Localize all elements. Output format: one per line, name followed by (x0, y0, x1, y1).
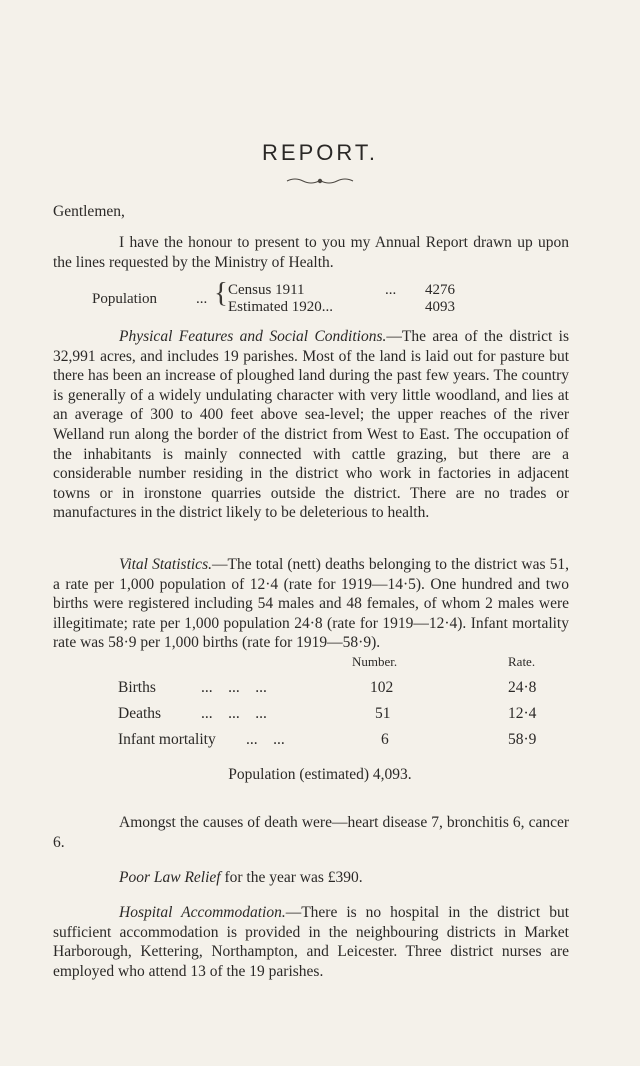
row-label: Births (118, 679, 156, 696)
row-dots: ... ... (246, 731, 285, 748)
table-header-rate: Rate. (508, 654, 536, 669)
salutation: Gentlemen, (53, 203, 125, 220)
page-title: REPORT. (262, 140, 378, 165)
ornament-divider (0, 176, 640, 189)
population-census-value: 4276 (425, 282, 455, 298)
poor-law-text: for the year was £390. (220, 869, 363, 886)
population-census-label: Census 1911 (228, 282, 305, 298)
row-number: 102 (370, 679, 394, 696)
poor-law-heading: Poor Law Relief (119, 869, 221, 886)
row-rate: 24·8 (508, 679, 537, 696)
population-estimated-label: Estimated 1920... (228, 299, 333, 315)
intro-paragraph: I have the honour to present to you my Annual Report drawn up upon the lines requested by the Ministry of Health. (53, 234, 569, 271)
poor-law-paragraph (53, 868, 569, 888)
population-dots: ... (196, 291, 208, 307)
hospital-heading: Hospital Accommodation. (119, 904, 286, 921)
row-number: 6 (381, 731, 389, 748)
population-census-dots: ... (385, 282, 397, 298)
row-rate: 58·9 (508, 731, 537, 748)
row-rate: 12·4 (508, 705, 537, 722)
causes-paragraph: Amongst the causes of death were—heart disease 7, bronchitis 6, cancer 6. (53, 814, 569, 851)
row-number: 51 (375, 705, 391, 722)
population-label: Population (92, 291, 158, 307)
physical-features-paragraph (53, 327, 569, 523)
vital-heading: Vital Statistics. (119, 556, 212, 573)
physical-text: —The area of the district is 32,991 acres, and includes 19 parishes. Most of the land is laid out for pasture but there has been an increase of ploughed land during the past few years. The country is generally of a widely undulating character with very little woodland, and lies at an average of 300 to 400 feet above sea-level; the upper reaches of the river Welland run along the border of the district from West to East. The occupation of the inhabitants is mainly connected with cattle grazing, but there are a considerable number residing in the district who work in factories in adjacent towns or in ironstone quarries outside the district. There are no trades or manufactures in the district likely to be deleterious to health. (53, 328, 569, 522)
row-dots: ... ... ... (201, 705, 267, 722)
row-label: Deaths (118, 705, 162, 722)
row-dots: ... ... ... (201, 679, 267, 696)
brace-icon: { (214, 277, 228, 309)
physical-heading: Physical Features and Social Conditions. (119, 328, 387, 345)
vital-text: —The total (nett) deaths belonging to the district was 51, a rate per 1,000 population of 12·4 (rate for 1919—14·5). One hundred and two births were registered including 54 males and 48 females, of whom 2 males were illegitimate; rate per 1,000 population 24·8 (rate for 1919—12·4). Infant mortality rate was 58·9 per 1,000 births (rate for 1919—58·9). (53, 556, 570, 652)
row-label: Infant mortality (118, 731, 216, 748)
hospital-text: —There is no hospital in the district but sufficient accommodation is provided in the neighbouring districts in Market Harborough, Kettering, Northampton, and Leicester. Three district nurses are employed who attend 13 of the 19 parishes. (53, 904, 569, 980)
vital-statistics-paragraph (53, 555, 569, 653)
table-header-number: Number. (352, 654, 398, 669)
hospital-paragraph (53, 903, 569, 981)
population-estimated-value: 4093 (425, 299, 455, 315)
population-estimated-line: Population (estimated) 4,093. (228, 766, 412, 783)
flourish-icon (285, 176, 355, 186)
